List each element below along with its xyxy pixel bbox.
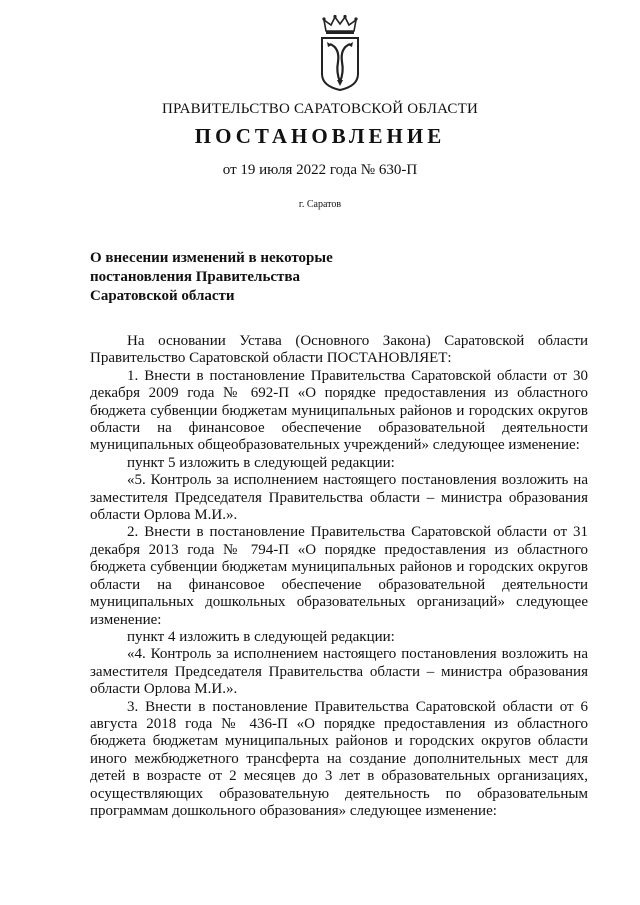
body-paragraph: На основании Устава (Основного Закона) Саратовской области Правительство Саратовской области ПОСТАНОВЛЯЕТ:: [90, 333, 588, 367]
subject-line: постановления Правительства: [90, 269, 300, 285]
document-body: [90, 333, 588, 820]
government-name: ПРАВИТЕЛЬСТВО САРАТОВСКОЙ ОБЛАСТИ: [161, 101, 479, 117]
subject-line: Саратовской области: [90, 288, 235, 304]
document-subject: [90, 249, 390, 306]
body-paragraph: пункт 5 изложить в следующей редакции:: [127, 454, 395, 471]
document-type: ПОСТАНОВЛЕНИЕ: [194, 124, 446, 148]
saratov-coat-of-arms-icon: [316, 14, 364, 92]
document-city: г. Саратов: [298, 199, 342, 210]
body-paragraph: 1. Внести в постановление Правительства Саратовской области от 30 декабря 2009 года № 692-П «О порядке предоставления из областного бюджета субвенции бюджетам муниципальных районов и городских округов области на финансовое обеспечение образовательной деятельности муниципальных общеобразовательных учреждений» следующее изменение:: [90, 367, 588, 454]
body-paragraph: «5. Контроль за исполнением настоящего постановления возложить на заместителя Председателя Правительства области – министра образования области Орлова М.И.».: [90, 472, 588, 524]
body-paragraph: пункт 4 изложить в следующей редакции:: [127, 628, 395, 645]
body-paragraph: 3. Внести в постановление Правительства Саратовской области от 6 августа 2018 года № 436-П «О порядке предоставления из областного бюджета бюджетам муниципальных районов и городских округов области иного межбюджетного трансферта на создание дополнительных мест для детей в возрасте от 2 месяцев до 3 лет в образовательных организациях, осуществляющих образовательную деятельность по образовательным программам дошкольного образования» следующее изменение:: [90, 698, 588, 819]
document-date-number: от 19 июля 2022 года № 630-П: [222, 162, 418, 178]
body-paragraph: «4. Контроль за исполнением настоящего постановления возложить на заместителя Председателя Правительства области – министра образования области Орлова М.И.».: [90, 646, 588, 698]
body-paragraph: 2. Внести в постановление Правительства Саратовской области от 31 декабря 2013 года № 794-П «О порядке предоставления из областного бюджета субвенции бюджетам муниципальных районов и городских округов области на финансовое обеспечение образовательной деятельности муниципальных дошкольных образовательных организаций» следующее изменение:: [90, 524, 588, 628]
subject-line: О внесении изменений в некоторые: [90, 250, 333, 266]
